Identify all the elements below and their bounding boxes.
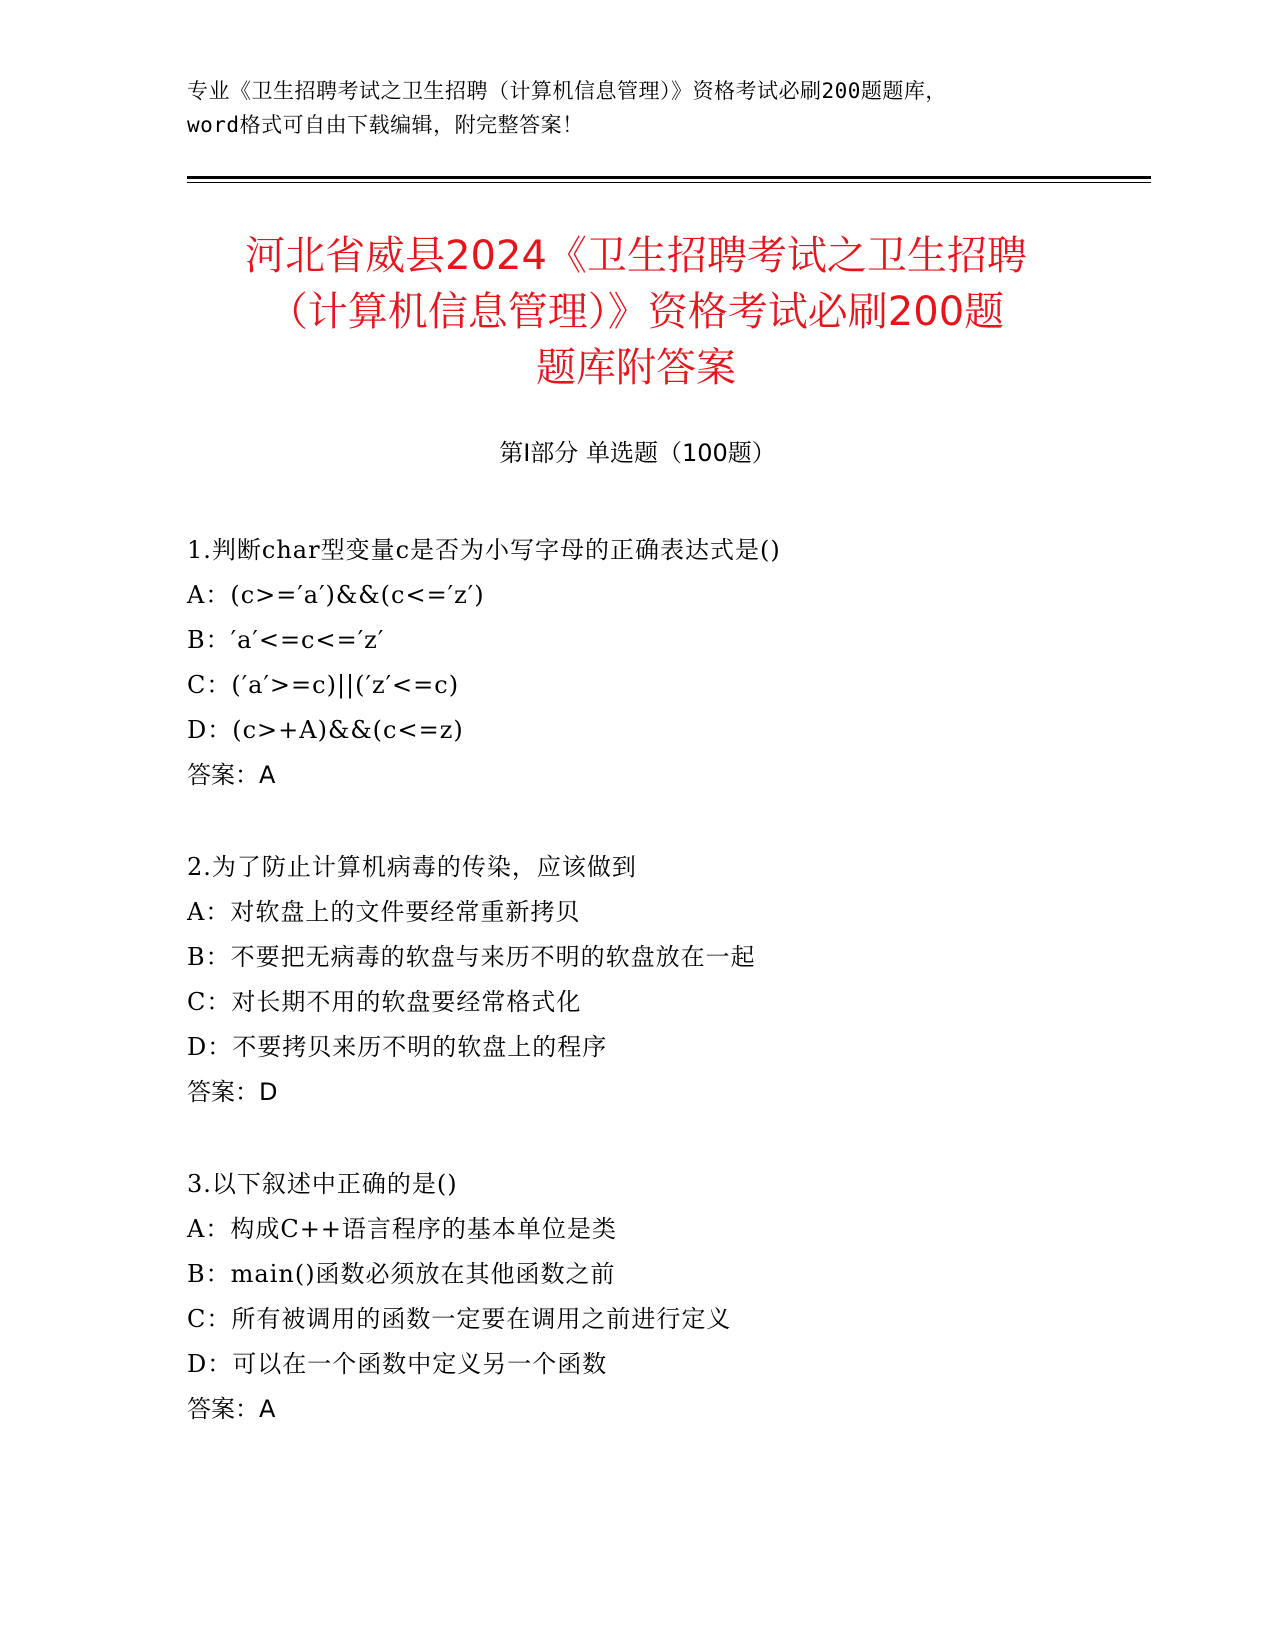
question-stem: 3.以下叙述中正确的是() [187,1170,458,1198]
answer: 答案：D [187,1078,278,1106]
option-b: B：′a′<=c<=′z′ [187,626,385,654]
option-a: A：构成C++语言程序的基本单位是类 [187,1215,617,1243]
question-stem: 1.判断char型变量c是否为小写字母的正确表达式是() [187,536,781,564]
question-3 [187,1162,1087,1432]
title-line-1: 河北省威县2024《卫生招聘考试之卫生招聘 [245,233,1027,279]
answer: 答案：A [187,1395,276,1423]
question-stem: 2.为了防止计算机病毒的传染，应该做到 [187,853,637,881]
title-line-2: （计算机信息管理）》资格考试必刷200题 [267,289,1005,335]
document-title [187,228,1085,396]
title-line-3: 题库附答案 [536,345,736,391]
option-a: A：(c>=′a′)&&(c<=′z′) [187,581,485,609]
question-list [187,528,1087,1479]
option-b: B：不要把无病毒的软盘与来历不明的软盘放在一起 [187,943,756,971]
header-divider-thick [187,176,1151,179]
answer: 答案：A [187,761,276,789]
option-d: D：(c>+A)&&(c<=z) [187,716,464,744]
header-note [187,74,1097,142]
option-c: C：对长期不用的软盘要经常格式化 [187,988,582,1016]
option-d: D：不要拷贝来历不明的软盘上的程序 [187,1033,608,1061]
option-c: C：(′a′>=c)||(′z′<=c) [187,671,460,699]
option-d: D：可以在一个函数中定义另一个函数 [187,1350,608,1378]
header-note-line-1: 专业《卫生招聘考试之卫生招聘（计算机信息管理）》资格考试必刷200题题库， [187,79,947,103]
header-note-line-2: word格式可自由下载编辑，附完整答案！ [187,113,584,137]
question-1 [187,528,1087,798]
question-2 [187,845,1087,1115]
section-heading: 第Ⅰ部分 单选题（100题） [499,439,776,467]
option-b: B：main()函数必须放在其他函数之前 [187,1260,616,1288]
option-c: C：所有被调用的函数一定要在调用之前进行定义 [187,1305,732,1333]
header-divider-thin [187,182,1151,183]
option-a: A：对软盘上的文件要经常重新拷贝 [187,898,581,926]
